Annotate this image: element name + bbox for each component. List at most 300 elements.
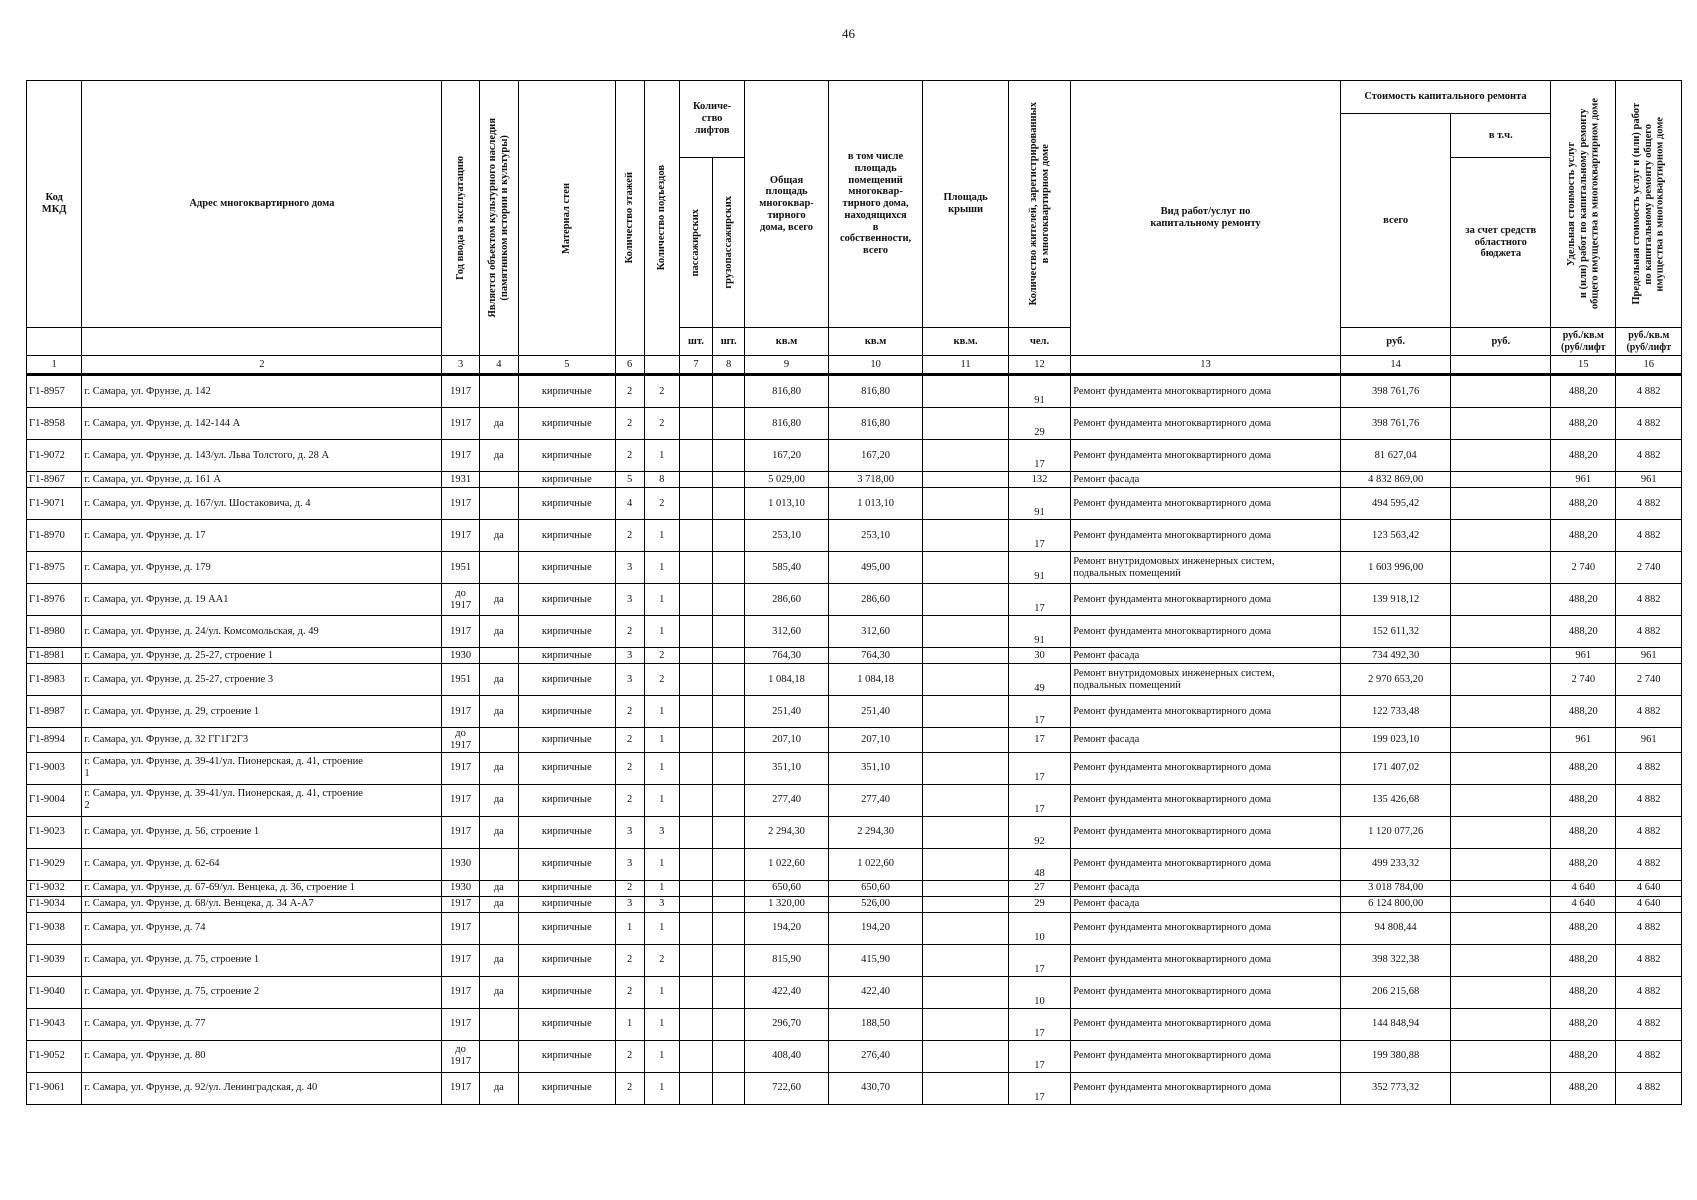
cell-code: Г1-9034 [27, 896, 82, 912]
cell-owned-area: 1 022,60 [828, 848, 923, 880]
cell-year: 1917 [442, 1008, 479, 1040]
cell-passenger-lifts [679, 1072, 712, 1104]
cell-floors: 3 [615, 664, 644, 696]
cell-material: кирпичные [518, 488, 615, 520]
cell-entrances: 1 [644, 1040, 679, 1072]
cell-owned-area: 2 294,30 [828, 816, 923, 848]
unit-empty-1 [27, 328, 82, 356]
cell-limit-cost: 4 882 [1616, 1072, 1682, 1104]
cell-owned-area: 1 084,18 [828, 664, 923, 696]
table-row [27, 552, 1682, 584]
cell-freight-lifts [713, 696, 745, 728]
cell-cost-regional [1451, 728, 1551, 753]
cell-freight-lifts [713, 728, 745, 753]
cell-roof-area [923, 912, 1009, 944]
cell-work-type: Ремонт внутридомовых инженерных систем, подвальных помещений [1071, 664, 1341, 696]
unit-per-1: руб./кв.м (руб/лифт [1551, 328, 1616, 356]
cell-freight-lifts [713, 552, 745, 584]
cell-unit-cost: 488,20 [1551, 816, 1616, 848]
cell-unit-cost: 961 [1551, 648, 1616, 664]
cell-roof-area [923, 728, 1009, 753]
cell-cost-regional [1451, 880, 1551, 896]
cell-freight-lifts [713, 375, 745, 408]
cell-roof-area [923, 440, 1009, 472]
cell-heritage: да [479, 1072, 518, 1104]
cell-code: Г1-8987 [27, 696, 82, 728]
cell-address: г. Самара, ул. Фрунзе, д. 75, строение 1 [82, 944, 442, 976]
cell-floors: 2 [615, 880, 644, 896]
cell-year: 1931 [442, 472, 479, 488]
table-row [27, 520, 1682, 552]
cell-freight-lifts [713, 896, 745, 912]
cell-work-type: Ремонт фундамента многоквартирного дома [1071, 752, 1341, 784]
cell-code: Г1-9032 [27, 880, 82, 896]
cell-code: Г1-9003 [27, 752, 82, 784]
cell-owned-area: 650,60 [828, 880, 923, 896]
cell-cost-regional [1451, 696, 1551, 728]
cell-floors: 2 [615, 1072, 644, 1104]
cell-heritage: да [479, 880, 518, 896]
header-entrances: Количество подъездов [644, 81, 679, 356]
cell-limit-cost: 4 882 [1616, 520, 1682, 552]
cell-year: 1917 [442, 488, 479, 520]
column-number: 3 [442, 356, 479, 375]
header-freight: грузопассажирских [713, 158, 745, 328]
cell-cost-total: 734 492,30 [1340, 648, 1451, 664]
cell-limit-cost: 4 882 [1616, 440, 1682, 472]
cell-roof-area [923, 584, 1009, 616]
cell-entrances: 2 [644, 375, 679, 408]
cell-cost-total: 123 563,42 [1340, 520, 1451, 552]
cell-total-area: 815,90 [745, 944, 829, 976]
cell-unit-cost: 488,20 [1551, 912, 1616, 944]
cell-residents: 132 [1008, 472, 1070, 488]
cell-owned-area: 276,40 [828, 1040, 923, 1072]
cell-entrances: 1 [644, 752, 679, 784]
cell-material: кирпичные [518, 1072, 615, 1104]
cell-heritage: да [479, 784, 518, 816]
cell-residents: 17 [1008, 728, 1070, 753]
cell-total-area: 1 013,10 [745, 488, 829, 520]
cell-entrances: 2 [644, 488, 679, 520]
cell-unit-cost: 961 [1551, 472, 1616, 488]
cell-code: Г1-8981 [27, 648, 82, 664]
cell-limit-cost: 4 882 [1616, 696, 1682, 728]
cell-address: г. Самара, ул. Фрунзе, д. 143/ул. Льва Толстого, д. 28 А [82, 440, 442, 472]
cell-total-area: 764,30 [745, 648, 829, 664]
header-limit-cost: Предельная стоимость услуг и (или) работ по капитальному ремонту общего имущества в многоквартирном доме [1616, 81, 1682, 328]
column-number: 4 [479, 356, 518, 375]
unit-rub-1: руб. [1340, 328, 1451, 356]
cell-owned-area: 167,20 [828, 440, 923, 472]
cell-entrances: 1 [644, 784, 679, 816]
cell-cost-total: 171 407,02 [1340, 752, 1451, 784]
cell-material: кирпичные [518, 1008, 615, 1040]
cell-floors: 2 [615, 696, 644, 728]
unit-empty-2 [82, 328, 442, 356]
cell-owned-area: 422,40 [828, 976, 923, 1008]
table-row [27, 664, 1682, 696]
cell-entrances: 1 [644, 616, 679, 648]
cell-work-type: Ремонт фундамента многоквартирного дома [1071, 488, 1341, 520]
cell-address: г. Самара, ул. Фрунзе, д. 167/ул. Шостаковича, д. 4 [82, 488, 442, 520]
cell-work-type: Ремонт фундамента многоквартирного дома [1071, 816, 1341, 848]
cell-heritage [479, 375, 518, 408]
cell-passenger-lifts [679, 912, 712, 944]
cell-address: г. Самара, ул. Фрунзе, д. 142 [82, 375, 442, 408]
cell-passenger-lifts [679, 488, 712, 520]
cell-work-type: Ремонт фасада [1071, 472, 1341, 488]
cell-passenger-lifts [679, 1040, 712, 1072]
cell-material: кирпичные [518, 912, 615, 944]
cell-heritage: да [479, 520, 518, 552]
cell-roof-area [923, 375, 1009, 408]
cell-total-area: 253,10 [745, 520, 829, 552]
cell-address: г. Самара, ул. Фрунзе, д. 29, строение 1 [82, 696, 442, 728]
cell-total-area: 286,60 [745, 584, 829, 616]
cell-address: г. Самара, ул. Фрунзе, д. 80 [82, 1040, 442, 1072]
cell-address: г. Самара, ул. Фрунзе, д. 179 [82, 552, 442, 584]
cell-total-area: 1 320,00 [745, 896, 829, 912]
cell-code: Г1-8983 [27, 664, 82, 696]
unit-sqm-1: кв.м [745, 328, 829, 356]
cell-floors: 2 [615, 728, 644, 753]
table-row [27, 912, 1682, 944]
cell-total-area: 816,80 [745, 375, 829, 408]
cell-entrances: 1 [644, 848, 679, 880]
cell-year: 1951 [442, 664, 479, 696]
cell-roof-area [923, 648, 1009, 664]
cell-year: 1951 [442, 552, 479, 584]
cell-freight-lifts [713, 1008, 745, 1040]
cell-material: кирпичные [518, 616, 615, 648]
cell-residents: 10 [1008, 912, 1070, 944]
cell-unit-cost: 488,20 [1551, 1040, 1616, 1072]
cell-address: г. Самара, ул. Фрунзе, д. 142-144 А [82, 408, 442, 440]
cell-material: кирпичные [518, 752, 615, 784]
cell-heritage [479, 912, 518, 944]
column-number [1451, 356, 1551, 375]
table-row [27, 584, 1682, 616]
header-incl: в т.ч. [1451, 114, 1551, 158]
table-row [27, 488, 1682, 520]
cell-freight-lifts [713, 880, 745, 896]
cell-residents: 17 [1008, 752, 1070, 784]
column-number: 1 [27, 356, 82, 375]
cell-cost-regional [1451, 520, 1551, 552]
column-number: 9 [745, 356, 829, 375]
cell-owned-area: 312,60 [828, 616, 923, 648]
cell-cost-total: 3 018 784,00 [1340, 880, 1451, 896]
cell-code: Г1-9043 [27, 1008, 82, 1040]
header-cost: Стоимость капитального ремонта [1340, 81, 1550, 114]
cell-limit-cost: 2 740 [1616, 552, 1682, 584]
table-row [27, 616, 1682, 648]
cell-work-type: Ремонт фундамента многоквартирного дома [1071, 1040, 1341, 1072]
cell-year: 1917 [442, 440, 479, 472]
cell-roof-area [923, 1040, 1009, 1072]
cell-owned-area: 194,20 [828, 912, 923, 944]
cell-code: Г1-9004 [27, 784, 82, 816]
cell-code: Г1-9038 [27, 912, 82, 944]
cell-floors: 2 [615, 944, 644, 976]
cell-floors: 3 [615, 816, 644, 848]
cell-address: г. Самара, ул. Фрунзе, д. 68/ул. Венцека, д. 34 А-А7 [82, 896, 442, 912]
cell-cost-regional [1451, 616, 1551, 648]
cell-entrances: 2 [644, 408, 679, 440]
cell-passenger-lifts [679, 520, 712, 552]
header-address: Адрес многоквартирного дома [82, 81, 442, 328]
cell-cost-total: 94 808,44 [1340, 912, 1451, 944]
cell-residents: 17 [1008, 520, 1070, 552]
cell-limit-cost: 4 882 [1616, 1008, 1682, 1040]
table-row [27, 944, 1682, 976]
cell-limit-cost: 4 882 [1616, 976, 1682, 1008]
cell-owned-area: 207,10 [828, 728, 923, 753]
cell-work-type: Ремонт фундамента многоквартирного дома [1071, 1072, 1341, 1104]
cell-heritage [479, 848, 518, 880]
cell-passenger-lifts [679, 848, 712, 880]
cell-heritage [479, 488, 518, 520]
cell-unit-cost: 488,20 [1551, 976, 1616, 1008]
column-number: 14 [1340, 356, 1451, 375]
cell-limit-cost: 4 882 [1616, 752, 1682, 784]
cell-roof-area [923, 784, 1009, 816]
cell-cost-regional [1451, 648, 1551, 664]
column-number [644, 356, 679, 375]
cell-address: г. Самара, ул. Фрунзе, д. 77 [82, 1008, 442, 1040]
cell-floors: 4 [615, 488, 644, 520]
cell-work-type: Ремонт фундамента многоквартирного дома [1071, 912, 1341, 944]
cell-year: 1930 [442, 848, 479, 880]
cell-code: Г1-9023 [27, 816, 82, 848]
cell-code: Г1-8980 [27, 616, 82, 648]
cell-unit-cost: 488,20 [1551, 1072, 1616, 1104]
cell-cost-total: 4 832 869,00 [1340, 472, 1451, 488]
cell-entrances: 3 [644, 896, 679, 912]
cell-code: Г1-8967 [27, 472, 82, 488]
cell-entrances: 1 [644, 584, 679, 616]
cell-passenger-lifts [679, 784, 712, 816]
cell-unit-cost: 488,20 [1551, 784, 1616, 816]
cell-address: г. Самара, ул. Фрунзе, д. 67-69/ул. Венцека, д. 36, строение 1 [82, 880, 442, 896]
column-number: 15 [1551, 356, 1616, 375]
cell-roof-area [923, 1072, 1009, 1104]
unit-pcs-2: шт. [713, 328, 745, 356]
unit-sqm-3: кв.м. [923, 328, 1009, 356]
cell-floors: 1 [615, 912, 644, 944]
cell-residents: 17 [1008, 944, 1070, 976]
cell-roof-area [923, 848, 1009, 880]
header-unit-cost: Удельная стоимость услуг и (или) работ по капитальному ремонту общего имущества в многоквартирном доме [1551, 81, 1616, 328]
column-number: 13 [1071, 356, 1341, 375]
cell-residents: 29 [1008, 408, 1070, 440]
cell-residents: 92 [1008, 816, 1070, 848]
cell-unit-cost: 488,20 [1551, 944, 1616, 976]
cell-passenger-lifts [679, 696, 712, 728]
cell-work-type: Ремонт фундамента многоквартирного дома [1071, 616, 1341, 648]
cell-address: г. Самара, ул. Фрунзе, д. 62-64 [82, 848, 442, 880]
cell-freight-lifts [713, 616, 745, 648]
cell-heritage: да [479, 696, 518, 728]
cell-cost-total: 494 595,42 [1340, 488, 1451, 520]
cell-freight-lifts [713, 440, 745, 472]
cell-cost-regional [1451, 1072, 1551, 1104]
cell-unit-cost: 488,20 [1551, 520, 1616, 552]
cell-residents: 17 [1008, 1040, 1070, 1072]
unit-rub-2: руб. [1451, 328, 1551, 356]
cell-floors: 2 [615, 408, 644, 440]
cell-unit-cost: 488,20 [1551, 1008, 1616, 1040]
cell-limit-cost: 961 [1616, 472, 1682, 488]
table-row [27, 472, 1682, 488]
cell-freight-lifts [713, 784, 745, 816]
cell-cost-regional [1451, 488, 1551, 520]
cell-freight-lifts [713, 584, 745, 616]
cell-owned-area: 764,30 [828, 648, 923, 664]
cell-material: кирпичные [518, 440, 615, 472]
table-row [27, 408, 1682, 440]
cell-heritage: да [479, 616, 518, 648]
cell-owned-area: 188,50 [828, 1008, 923, 1040]
column-number: 10 [828, 356, 923, 375]
cell-limit-cost: 961 [1616, 728, 1682, 753]
cell-heritage: да [479, 896, 518, 912]
cell-heritage [479, 472, 518, 488]
cell-work-type: Ремонт фасада [1071, 728, 1341, 753]
cell-year: 1917 [442, 616, 479, 648]
table-row [27, 784, 1682, 816]
cell-work-type: Ремонт фундамента многоквартирного дома [1071, 1008, 1341, 1040]
header-year: Год ввода в эксплуатацию [442, 81, 479, 356]
cell-limit-cost: 2 740 [1616, 664, 1682, 696]
cell-cost-regional [1451, 848, 1551, 880]
cell-unit-cost: 488,20 [1551, 848, 1616, 880]
cell-passenger-lifts [679, 584, 712, 616]
cell-passenger-lifts [679, 816, 712, 848]
cell-residents: 17 [1008, 1008, 1070, 1040]
header-roof-area: Площадь крыши [923, 81, 1009, 328]
cell-passenger-lifts [679, 664, 712, 696]
cell-material: кирпичные [518, 1040, 615, 1072]
cell-residents: 27 [1008, 880, 1070, 896]
header-owned-area: в том числе площадь помещений многоквар- тирного дома, находящихся в собственности, всего [828, 81, 923, 328]
header-material: Материал стен [518, 81, 615, 356]
cell-cost-regional [1451, 784, 1551, 816]
cell-year: 1917 [442, 1072, 479, 1104]
cell-entrances: 1 [644, 440, 679, 472]
cell-heritage: да [479, 408, 518, 440]
cell-owned-area: 351,10 [828, 752, 923, 784]
cell-roof-area [923, 520, 1009, 552]
cell-owned-area: 495,00 [828, 552, 923, 584]
cell-unit-cost: 2 740 [1551, 552, 1616, 584]
cell-code: Г1-8970 [27, 520, 82, 552]
table-row [27, 648, 1682, 664]
cell-year: 1917 [442, 912, 479, 944]
cell-owned-area: 3 718,00 [828, 472, 923, 488]
cell-passenger-lifts [679, 375, 712, 408]
cell-freight-lifts [713, 520, 745, 552]
cell-roof-area [923, 976, 1009, 1008]
unit-pcs-1: шт. [679, 328, 712, 356]
cell-material: кирпичные [518, 472, 615, 488]
cell-code: Г1-9072 [27, 440, 82, 472]
cell-address: г. Самара, ул. Фрунзе, д. 56, строение 1 [82, 816, 442, 848]
header-lifts: Количе- ство лифтов [679, 81, 744, 158]
cell-freight-lifts [713, 408, 745, 440]
cell-total-area: 167,20 [745, 440, 829, 472]
cell-cost-total: 199 023,10 [1340, 728, 1451, 753]
cell-residents: 91 [1008, 552, 1070, 584]
cell-work-type: Ремонт внутридомовых инженерных систем, подвальных помещений [1071, 552, 1341, 584]
cell-entrances: 2 [644, 944, 679, 976]
cell-roof-area [923, 488, 1009, 520]
cell-roof-area [923, 752, 1009, 784]
cell-year: 1917 [442, 408, 479, 440]
cell-roof-area [923, 552, 1009, 584]
column-number: 7 [679, 356, 712, 375]
cell-residents: 91 [1008, 488, 1070, 520]
cell-total-area: 650,60 [745, 880, 829, 896]
cell-owned-area: 251,40 [828, 696, 923, 728]
column-number: 16 [1616, 356, 1682, 375]
cell-heritage [479, 1008, 518, 1040]
cell-cost-regional [1451, 896, 1551, 912]
cell-floors: 1 [615, 1008, 644, 1040]
cell-total-area: 816,80 [745, 408, 829, 440]
cell-unit-cost: 961 [1551, 728, 1616, 753]
cell-total-area: 1 022,60 [745, 848, 829, 880]
cell-address: г. Самара, ул. Фрунзе, д. 161 А [82, 472, 442, 488]
cell-year: 1917 [442, 784, 479, 816]
cell-address: г. Самара, ул. Фрунзе, д. 39-41/ул. Пионерская, д. 41, строение 2 [82, 784, 442, 816]
cell-floors: 3 [615, 584, 644, 616]
column-number: 5 [518, 356, 615, 375]
cell-heritage: да [479, 816, 518, 848]
cell-work-type: Ремонт фундамента многоквартирного дома [1071, 976, 1341, 1008]
cell-material: кирпичные [518, 584, 615, 616]
cell-limit-cost: 961 [1616, 648, 1682, 664]
cell-unit-cost: 488,20 [1551, 488, 1616, 520]
cell-material: кирпичные [518, 816, 615, 848]
cell-material: кирпичные [518, 408, 615, 440]
cell-cost-total: 398 322,38 [1340, 944, 1451, 976]
cell-residents: 10 [1008, 976, 1070, 1008]
cell-address: г. Самара, ул. Фрунзе, д. 19 АА1 [82, 584, 442, 616]
cell-cost-total: 398 761,76 [1340, 408, 1451, 440]
cell-entrances: 1 [644, 552, 679, 584]
cell-address: г. Самара, ул. Фрунзе, д. 25-27, строение 1 [82, 648, 442, 664]
cell-owned-area: 415,90 [828, 944, 923, 976]
cell-passenger-lifts [679, 472, 712, 488]
cell-floors: 2 [615, 1040, 644, 1072]
cell-floors: 5 [615, 472, 644, 488]
header-work-type: Вид работ/услуг по капитальному ремонту [1071, 81, 1341, 356]
cell-cost-total: 1 603 996,00 [1340, 552, 1451, 584]
cell-limit-cost: 4 640 [1616, 880, 1682, 896]
cell-material: кирпичные [518, 896, 615, 912]
table-row [27, 880, 1682, 896]
cell-roof-area [923, 616, 1009, 648]
cell-unit-cost: 4 640 [1551, 880, 1616, 896]
cell-floors: 3 [615, 552, 644, 584]
cell-residents: 17 [1008, 784, 1070, 816]
cell-limit-cost: 4 882 [1616, 816, 1682, 848]
cell-cost-regional [1451, 816, 1551, 848]
cell-passenger-lifts [679, 896, 712, 912]
cell-entrances: 8 [644, 472, 679, 488]
